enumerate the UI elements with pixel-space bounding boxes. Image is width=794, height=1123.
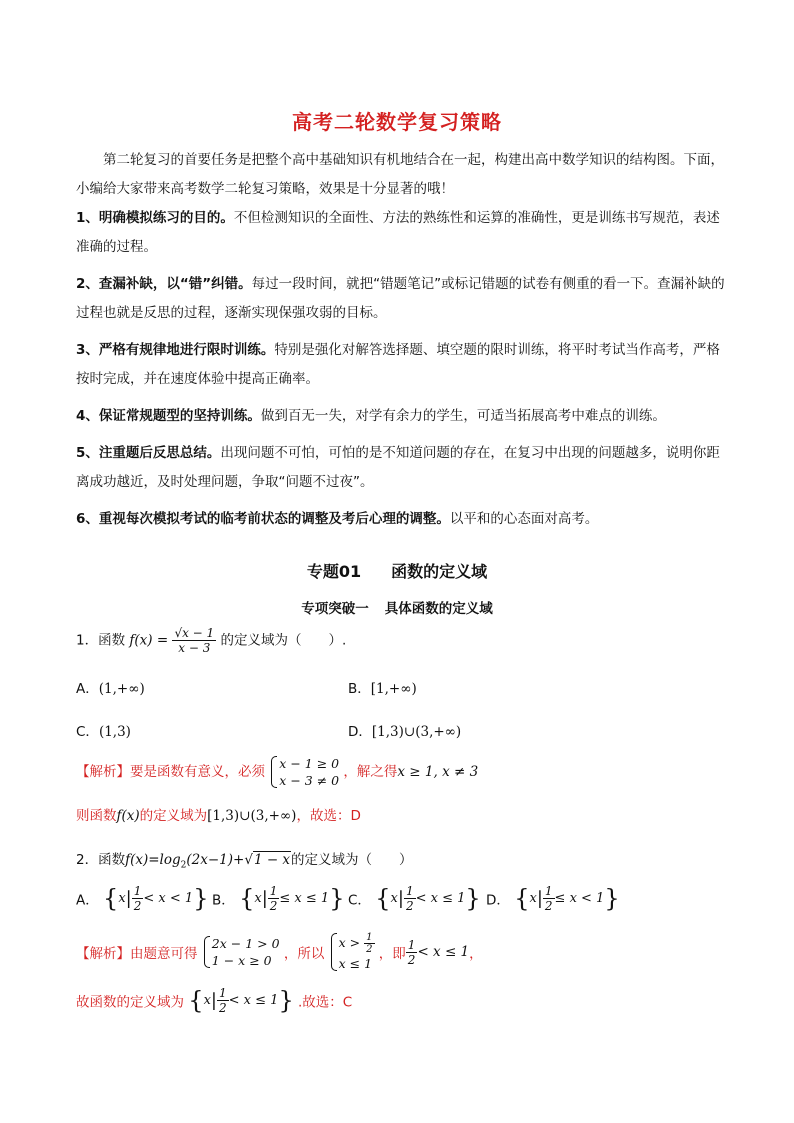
option-c[interactable] bbox=[76, 720, 131, 740]
strategy-item bbox=[76, 402, 726, 431]
fraction-numerator: 1 bbox=[219, 986, 227, 1000]
set-expression: {x| $\frac{1}{2}$ < x ≤ 1} bbox=[188, 986, 294, 1015]
system-line: x ≤ 1 bbox=[338, 956, 373, 971]
set-condition: ≤ x < 1 bbox=[554, 891, 605, 906]
strategy-item-heading: 6、重视每次模拟考试的临考前状态的调整及考后心理的调整。 bbox=[76, 511, 450, 527]
q1-analysis bbox=[76, 755, 478, 789]
system-line: x − 1 ≥ 0 bbox=[279, 756, 340, 771]
conclusion-text: 的定义域为 bbox=[139, 808, 208, 824]
option-label: B． bbox=[348, 681, 371, 697]
domain-set: [1,3)∪(3,+∞) bbox=[207, 808, 297, 824]
question-suffix: 的定义域为（ ）. bbox=[220, 632, 347, 649]
set-condition: ≤ x ≤ 1 bbox=[279, 891, 330, 906]
fraction-denominator: 2 bbox=[405, 899, 414, 913]
option-b[interactable] bbox=[212, 884, 344, 913]
fraction-denominator: 2 bbox=[269, 899, 278, 913]
fraction-numerator: 1 bbox=[366, 932, 373, 943]
option-value: [1,3)∪(3,+∞) bbox=[371, 724, 462, 740]
log-base: 2 bbox=[180, 860, 187, 871]
equation-system bbox=[329, 932, 375, 972]
analysis-text: 要是函数有意义，必须 bbox=[130, 764, 265, 780]
section-name: 函数的定义域 bbox=[391, 562, 488, 581]
fraction-numerator: 1 bbox=[133, 884, 142, 898]
strategy-item bbox=[76, 505, 726, 534]
option-value: (1,+∞) bbox=[98, 681, 145, 697]
option-d[interactable] bbox=[486, 884, 620, 913]
fraction-numerator: 1 bbox=[269, 884, 278, 898]
equation-system bbox=[269, 755, 339, 789]
strategy-item-heading: 2、查漏补缺，以“错”纠错。 bbox=[76, 276, 252, 292]
function-argument: (2x−1)+ bbox=[186, 852, 245, 868]
set-condition: < x ≤ 1 bbox=[415, 891, 466, 906]
option-label: D． bbox=[486, 892, 510, 909]
system-line: 2x − 1 > 0 bbox=[211, 936, 280, 951]
analysis-result: < x ≤ 1 bbox=[417, 944, 470, 960]
option-a[interactable] bbox=[76, 884, 208, 913]
option-value: (1,3) bbox=[98, 724, 131, 740]
fraction-numerator: √x − 1 bbox=[174, 626, 215, 640]
set-var: x bbox=[254, 891, 262, 906]
intro-text: 第二轮复习的首要任务是把整个高中基础知识有机地结合在一起，构建出高中数学知识的结构图。下面，小编给大家带来高考数学二轮复习策略，效果是十分显著的哦！ bbox=[76, 152, 724, 197]
subsection-name: 具体函数的定义域 bbox=[384, 601, 493, 617]
intro-paragraph bbox=[76, 146, 726, 204]
section-heading bbox=[0, 559, 794, 582]
question-2-stem: 2．函数$f(x)=\log_2(2x-1)+√1 - x$的定义域为（ ） bbox=[76, 852, 413, 871]
analysis-text: ，即 bbox=[378, 946, 406, 962]
fraction-numerator: 1 bbox=[544, 884, 553, 898]
conclusion-answer: .故选：C bbox=[298, 994, 353, 1011]
strategy-item bbox=[76, 439, 726, 497]
option-c[interactable] bbox=[348, 884, 481, 913]
system-line: x > bbox=[338, 935, 361, 950]
fraction-numerator: 1 bbox=[405, 884, 414, 898]
analysis-text: ， bbox=[469, 946, 483, 962]
fraction-denominator: 2 bbox=[407, 952, 416, 967]
fraction-numerator: 1 bbox=[407, 937, 416, 952]
option-label: B． bbox=[212, 892, 235, 909]
strategy-item-heading: 4、保证常规题型的坚持训练。 bbox=[76, 408, 261, 424]
conclusion-text: 故函数的定义域为 bbox=[76, 994, 184, 1011]
set-expression: {x| $\frac{1}{2}$ < x < 1} bbox=[103, 884, 209, 913]
fraction-denominator: 2 bbox=[544, 899, 553, 913]
strategy-item-text: 出现问题不可怕，可怕的是不知道问题的存在，在复习中出现的问题越多，说明你距离成功越近，及时处理问题，争取“问题不过夜”。 bbox=[76, 445, 720, 490]
page-title: 高考二轮数学复习策略 bbox=[292, 110, 502, 134]
subsection-label: 专项突破一 bbox=[301, 601, 369, 617]
analysis-label: 【解析】 bbox=[76, 946, 130, 962]
fraction-denominator: x − 3 bbox=[178, 641, 211, 655]
strategy-item-text: 不但检测知识的全面性、方法的熟练性和运算的准确性，更是训练书写规范，表述准确的过程。 bbox=[76, 210, 720, 255]
strategy-item-text: 以平和的心态面对高考。 bbox=[449, 511, 599, 527]
strategy-item bbox=[76, 204, 726, 262]
set-var: x bbox=[390, 891, 398, 906]
q1-conclusion bbox=[76, 804, 361, 824]
conclusion-text: 则函数 bbox=[76, 808, 117, 824]
option-label: C． bbox=[76, 724, 99, 740]
set-condition: < x ≤ 1 bbox=[228, 993, 279, 1008]
strategy-item-heading: 5、注重题后反思总结。 bbox=[76, 445, 221, 461]
radicand: 1 − x bbox=[253, 852, 291, 868]
set-var: x bbox=[529, 891, 537, 906]
strategy-item-heading: 1、明确模拟练习的目的。 bbox=[76, 210, 234, 226]
question-number: 1．函数 bbox=[76, 632, 126, 649]
question-number: 2．函数 bbox=[76, 852, 126, 868]
fraction-denominator: 2 bbox=[366, 944, 373, 955]
subsection-heading bbox=[0, 597, 794, 617]
analysis-text: ，所以 bbox=[283, 946, 325, 962]
option-a[interactable] bbox=[76, 677, 145, 697]
set-condition: < x < 1 bbox=[143, 891, 194, 906]
strategy-item-heading: 3、严格有规律地进行限时训练。 bbox=[76, 342, 275, 358]
question-1-stem bbox=[76, 626, 346, 655]
function-expression: f(x)=log bbox=[125, 852, 181, 868]
system-line: 1 − x ≥ 0 bbox=[211, 953, 272, 968]
analysis-result: x ≥ 1, x ≠ 3 bbox=[397, 764, 479, 780]
set-expression: {x| $\frac{1}{2}$ < x ≤ 1} bbox=[375, 884, 481, 913]
strategy-item bbox=[76, 270, 726, 328]
fraction-denominator: 2 bbox=[219, 1001, 227, 1015]
analysis-label: 【解析】 bbox=[76, 764, 130, 780]
option-label: A． bbox=[76, 681, 99, 697]
analysis-text: ，解之得 bbox=[343, 764, 398, 780]
set-expression: {x| $\frac{1}{2}$ ≤ x ≤ 1} bbox=[239, 884, 345, 913]
strategy-item-text: 每过一段时间，就把“错题笔记”或标记错题的试卷有侧重的看一下。查漏补缺的过程也就是反思的过程，逐渐实现保强攻弱的目标。 bbox=[76, 276, 725, 321]
set-expression: {x| $\frac{1}{2}$ ≤ x < 1} bbox=[514, 884, 620, 913]
system-line: x − 3 ≠ 0 bbox=[279, 773, 340, 788]
option-b[interactable] bbox=[348, 677, 417, 697]
section-number: 专题01 bbox=[306, 562, 362, 581]
function-expression: f(x) = bbox=[129, 632, 169, 649]
q2-conclusion bbox=[76, 986, 352, 1015]
fraction-denominator: 2 bbox=[133, 899, 142, 913]
strategy-item-text: 做到百无一失，对学有余力的学生，可适当拓展高考中难点的训练。 bbox=[260, 408, 666, 424]
question-suffix: 的定义域为（ ） bbox=[291, 852, 413, 868]
option-label: C． bbox=[348, 892, 371, 909]
conclusion-answer: ，故选：D bbox=[296, 808, 361, 824]
option-d[interactable] bbox=[348, 720, 461, 740]
analysis-text: 由题意可得 bbox=[130, 946, 198, 962]
fraction bbox=[172, 626, 216, 655]
strategy-item bbox=[76, 336, 726, 394]
strategy-list bbox=[76, 204, 726, 542]
strategy-item-text: 特别是强化对解答选择题、填空题的限时训练，将平时考试当作高考，严格按时完成，并在速度体验中提高正确率。 bbox=[76, 342, 720, 387]
equation-system bbox=[202, 935, 280, 969]
function-expression: f(x) bbox=[116, 808, 140, 824]
option-value: [1,+∞) bbox=[370, 681, 417, 697]
option-label: A． bbox=[76, 892, 99, 909]
q2-analysis bbox=[76, 932, 483, 972]
option-label: D． bbox=[348, 724, 372, 740]
set-var: x bbox=[118, 891, 126, 906]
